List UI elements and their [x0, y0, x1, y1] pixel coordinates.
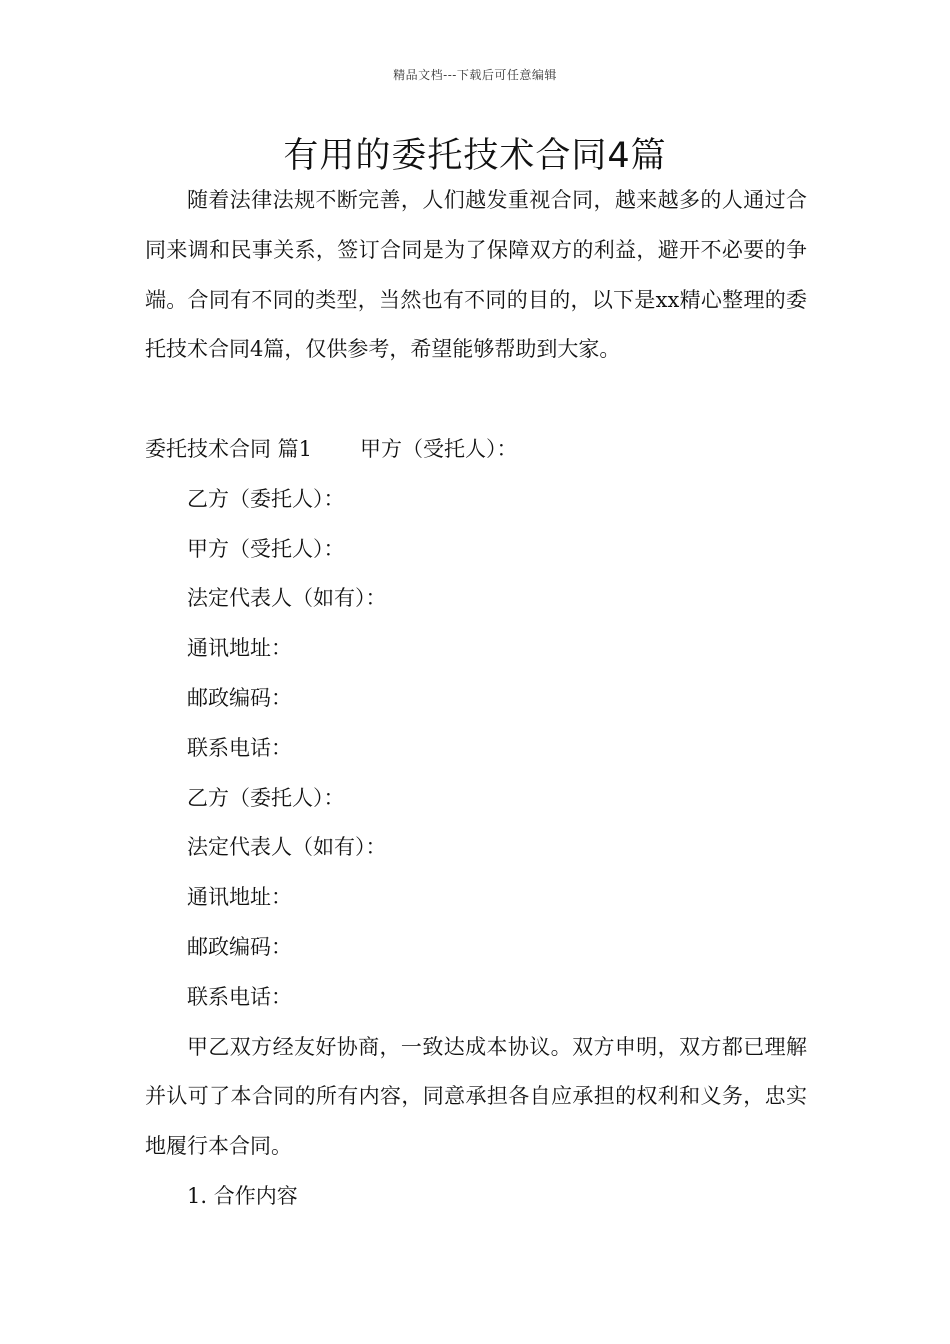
field-second-party: 乙方（委托人）：: [187, 486, 345, 511]
field-postcode-first: 邮政编码：: [187, 685, 292, 710]
field-phone-second: 联系电话：: [187, 984, 292, 1009]
field-address-first: 通讯地址：: [187, 636, 292, 661]
field-legal-rep-second: 法定代表人（如有）：: [187, 835, 387, 860]
field-first-party: 甲方（受托人）：: [187, 536, 345, 561]
document-body: [145, 176, 807, 1222]
field-phone-first: 联系电话：: [187, 735, 292, 760]
document-title: 有用的委托技术合同4篇: [283, 136, 667, 176]
paragraph-gap: [145, 375, 807, 425]
section-heading-line: [145, 425, 807, 475]
clause-1-heading: 1. 合作内容: [187, 1183, 298, 1208]
field-address-second: 通讯地址：: [187, 885, 292, 910]
section-heading: 委托技术合同 篇1: [145, 436, 313, 461]
intro-paragraph: 随着法律法规不断完善，人们越发重视合同，越来越多的人通过合同来调和民事关系，签订合同是为了保障双方的利益，避开不必要的争端。合同有不同的类型，当然也有不同的目的，以下是xx精心整理的委托技术合同4篇，仅供参考，希望能够帮助到大家。: [145, 188, 807, 362]
agreement-paragraph: 甲乙双方经友好协商，一致达成本协议。双方申明，双方都已理解并认可了本合同的所有内容，同意承担各自应承担的权利和义务，忠实地履行本合同。: [145, 1034, 807, 1159]
field-legal-rep-first: 法定代表人（如有）：: [187, 586, 387, 611]
field-postcode-second: 邮政编码：: [187, 934, 292, 959]
first-party-label: 甲方（受托人）：: [360, 436, 518, 461]
field-second-party-repeat: 乙方（委托人）：: [187, 785, 345, 810]
page-header: 精品文档---下载后可任意编辑: [393, 68, 557, 82]
